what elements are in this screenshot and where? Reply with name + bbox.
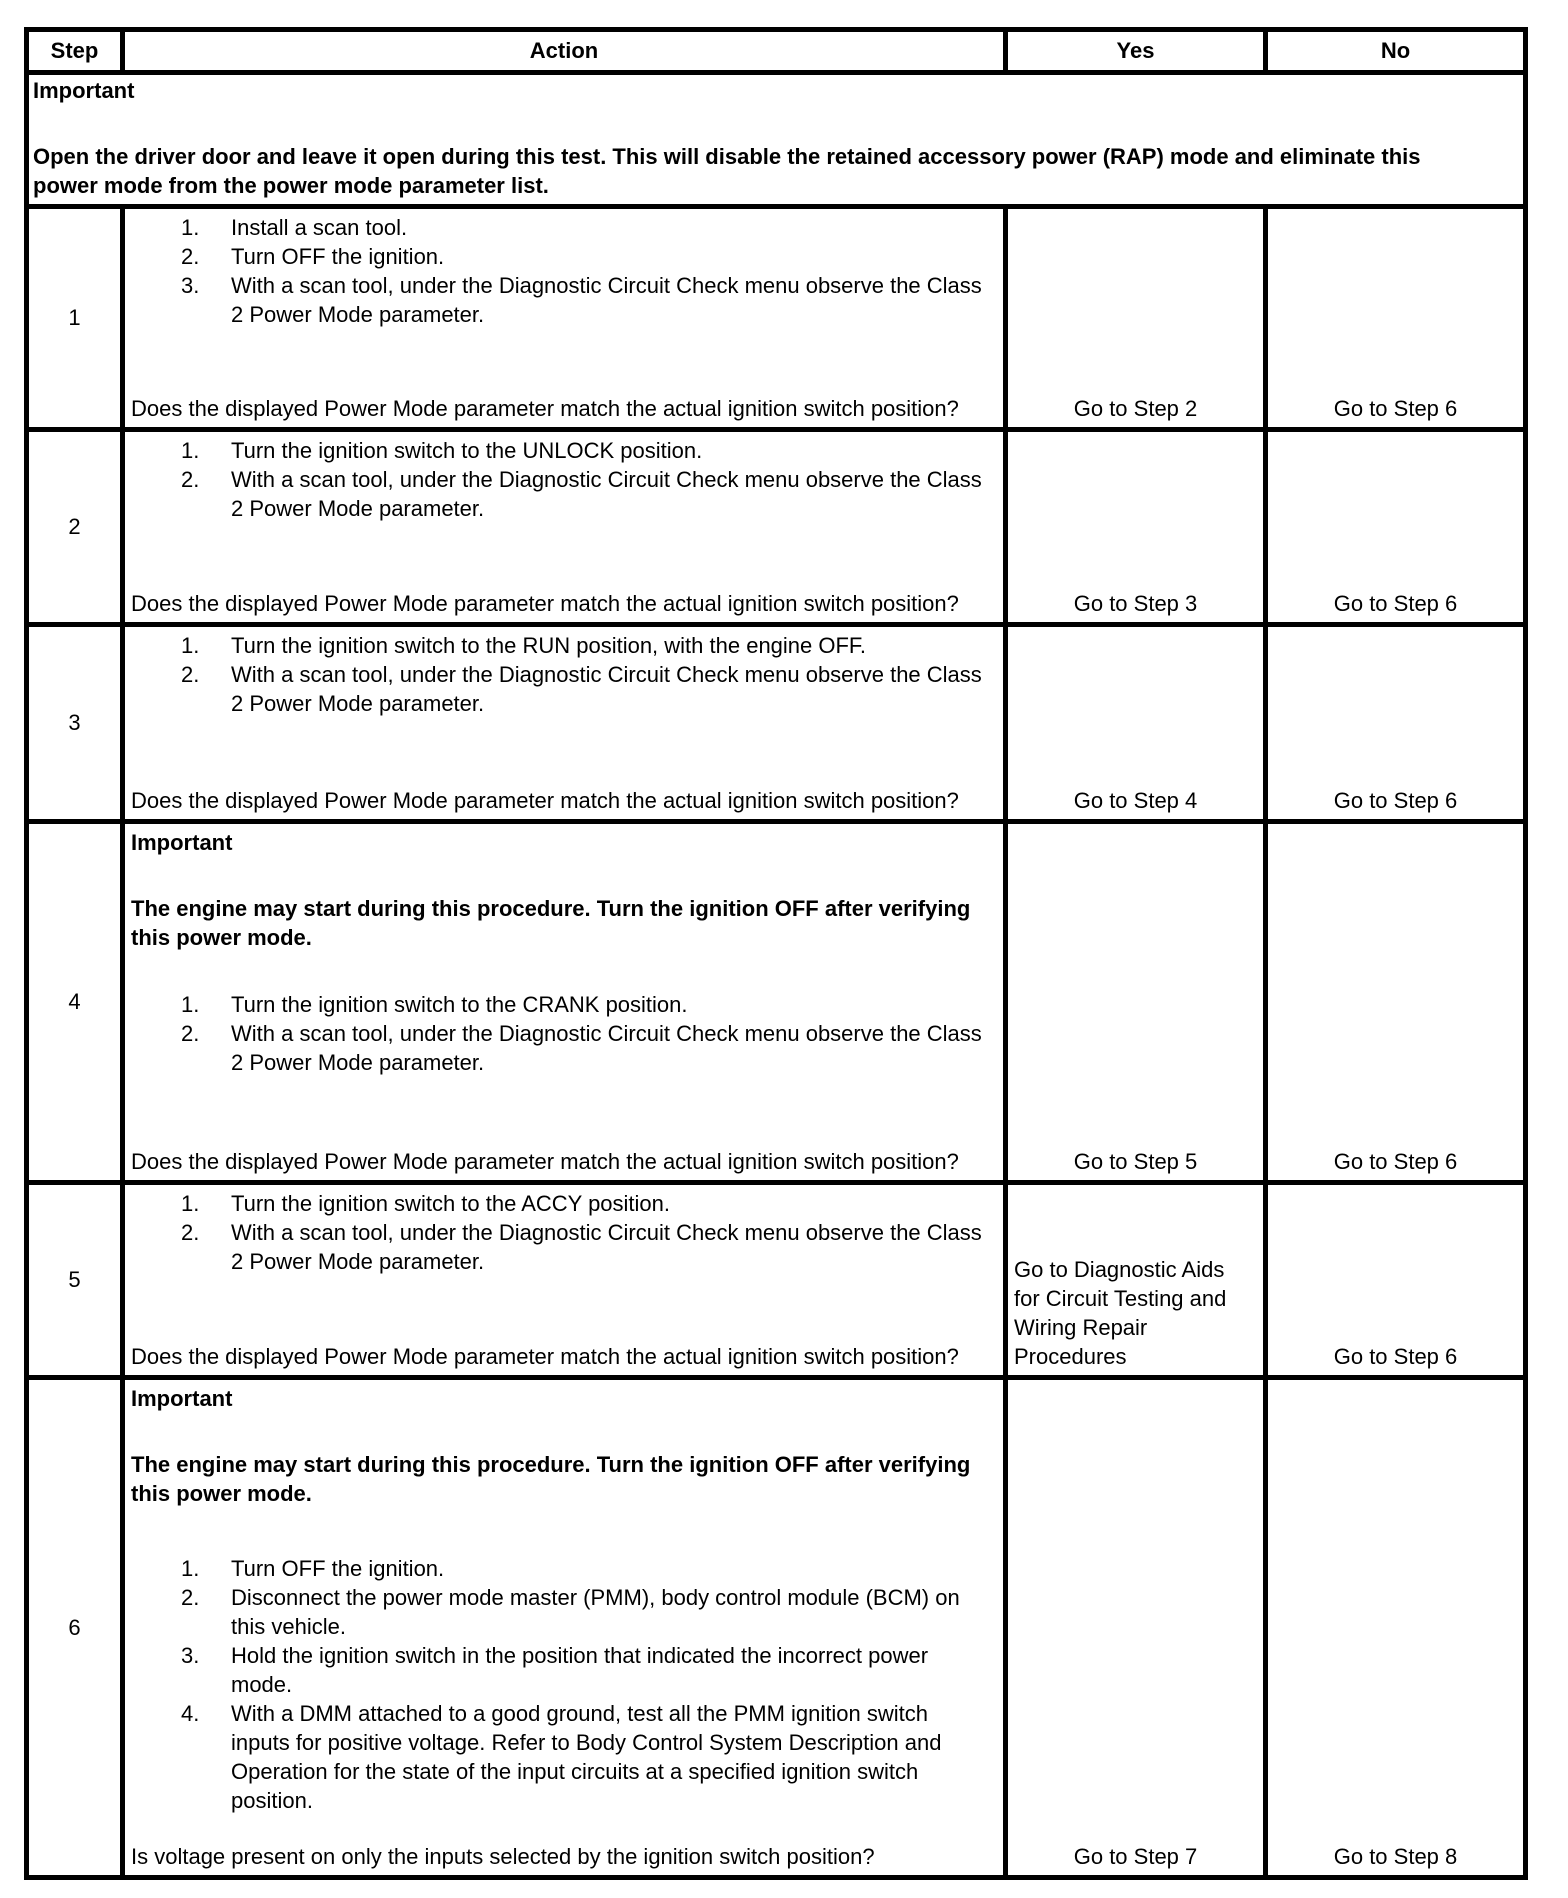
- action-list: [131, 631, 997, 718]
- yes-link[interactable]: Go to Diagnostic Aids for Circuit Testing and Wiring Repair Procedures: [1014, 1257, 1227, 1369]
- no-cell: [1268, 209, 1523, 427]
- yes-link[interactable]: Go to Step 3: [1073, 591, 1198, 616]
- action-item: 2. Disconnect the power mode master (PMM), body control module (BCM) on this vehicle.: [181, 1585, 960, 1639]
- yes-cell: [1008, 432, 1268, 622]
- header-no: No: [1380, 38, 1411, 63]
- no-cell: [1268, 824, 1523, 1180]
- action-item: 2. With a scan tool, under the Diagnostic Circuit Check menu observe the Class 2 Power Mode parameter.: [181, 1220, 982, 1274]
- no-link[interactable]: Go to Step 6: [1333, 396, 1458, 421]
- no-link[interactable]: Go to Step 6: [1333, 1344, 1458, 1369]
- header-action: Action: [125, 32, 1008, 70]
- no-link[interactable]: Go to Step 6: [1333, 1149, 1458, 1174]
- intro-important-text: Open the driver door and leave it open during this test. This will disable the retained accessory power (RAP) mode and eliminate this power mode from the power mode parameter list.: [33, 144, 1421, 198]
- table-row: [29, 209, 1523, 432]
- action-item: 3. With a scan tool, under the Diagnostic Circuit Check menu observe the Class 2 Power Mode parameter.: [181, 273, 982, 327]
- yes-link[interactable]: Go to Step 5: [1073, 1149, 1198, 1174]
- action-cell: [125, 1185, 1008, 1375]
- no-cell: [1268, 1185, 1523, 1375]
- intro-important-label: Important: [33, 78, 135, 103]
- important-text: The engine may start during this procedure. Turn the ignition OFF after verifying this power mode.: [131, 1452, 971, 1506]
- action-item: 1. Turn the ignition switch to the UNLOCK position.: [181, 438, 703, 463]
- yes-cell: [1008, 627, 1268, 819]
- action-list: [131, 1189, 997, 1276]
- action-list: [131, 436, 997, 523]
- step-number: 2: [29, 432, 125, 622]
- action-list: [131, 1554, 997, 1815]
- table-row: [29, 824, 1523, 1185]
- yes-cell: [1008, 1185, 1268, 1375]
- yes-link[interactable]: Go to Step 7: [1073, 1844, 1198, 1869]
- table-row: [29, 1185, 1523, 1380]
- action-item: 2. With a scan tool, under the Diagnostic Circuit Check menu observe the Class 2 Power Mode parameter.: [181, 1021, 982, 1075]
- intro-important-cell: [29, 70, 1523, 204]
- important-label: Important: [131, 1386, 233, 1411]
- yes-link[interactable]: Go to Step 4: [1073, 788, 1198, 813]
- action-cell: [125, 1380, 1008, 1875]
- action-item: 1. Turn the ignition switch to the CRANK position.: [181, 992, 688, 1017]
- action-question: Does the displayed Power Mode parameter match the actual ignition switch position?: [131, 591, 959, 616]
- header-step: Step: [29, 32, 125, 70]
- action-item: 4. With a DMM attached to a good ground, test all the PMM ignition switch inputs for positive voltage. Refer to Body Control System Description and Operation for the state of the input circuits at a specified ignition switch position.: [181, 1701, 942, 1813]
- no-link[interactable]: Go to Step 6: [1333, 591, 1458, 616]
- action-item: 1. Turn the ignition switch to the RUN position, with the engine OFF.: [181, 633, 867, 658]
- action-item: 1. Turn the ignition switch to the ACCY position.: [181, 1191, 671, 1216]
- action-question: Does the displayed Power Mode parameter match the actual ignition switch position?: [131, 788, 959, 813]
- action-question: Does the displayed Power Mode parameter match the actual ignition switch position?: [131, 1344, 959, 1369]
- action-item: 3. Hold the ignition switch in the position that indicated the incorrect power mode.: [181, 1643, 929, 1697]
- action-list: [131, 213, 997, 329]
- step-number: 1: [29, 209, 125, 427]
- yes-link[interactable]: Go to Step 2: [1073, 396, 1198, 421]
- action-item: 1. Turn OFF the ignition.: [181, 1556, 445, 1581]
- no-cell: [1268, 627, 1523, 819]
- action-item: 1. Install a scan tool.: [181, 215, 408, 240]
- no-cell: [1268, 432, 1523, 622]
- step-number: 5: [29, 1185, 125, 1375]
- no-cell: [1268, 1380, 1523, 1875]
- action-question: Does the displayed Power Mode parameter match the actual ignition switch position?: [131, 1149, 959, 1174]
- table-row: [29, 432, 1523, 627]
- step-number: 4: [29, 824, 125, 1180]
- table-row: [29, 627, 1523, 824]
- action-cell: [125, 627, 1008, 819]
- no-link[interactable]: Go to Step 8: [1333, 1844, 1458, 1869]
- action-list: [131, 990, 997, 1077]
- important-label: Important: [131, 830, 233, 855]
- no-link[interactable]: Go to Step 6: [1333, 788, 1458, 813]
- header-yes: Yes: [1008, 32, 1268, 70]
- action-item: 2. With a scan tool, under the Diagnostic Circuit Check menu observe the Class 2 Power Mode parameter.: [181, 662, 982, 716]
- action-cell: [125, 432, 1008, 622]
- yes-cell: [1008, 209, 1268, 427]
- important-text: The engine may start during this procedure. Turn the ignition OFF after verifying this power mode.: [131, 896, 971, 950]
- yes-cell: [1008, 824, 1268, 1180]
- action-item: 2. Turn OFF the ignition.: [181, 244, 445, 269]
- step-number: 6: [29, 1380, 125, 1875]
- action-cell: [125, 824, 1008, 1180]
- diagnostic-table: [24, 27, 1528, 1880]
- step-number: 3: [29, 627, 125, 819]
- table-row: [29, 1380, 1523, 1875]
- intro-important-row: [29, 70, 1523, 209]
- action-question: Does the displayed Power Mode parameter match the actual ignition switch position?: [131, 396, 959, 421]
- action-cell: [125, 209, 1008, 427]
- yes-cell: [1008, 1380, 1268, 1875]
- header-row: [29, 32, 1523, 75]
- action-item: 2. With a scan tool, under the Diagnostic Circuit Check menu observe the Class 2 Power Mode parameter.: [181, 467, 982, 521]
- action-question: Is voltage present on only the inputs selected by the ignition switch position?: [131, 1844, 875, 1869]
